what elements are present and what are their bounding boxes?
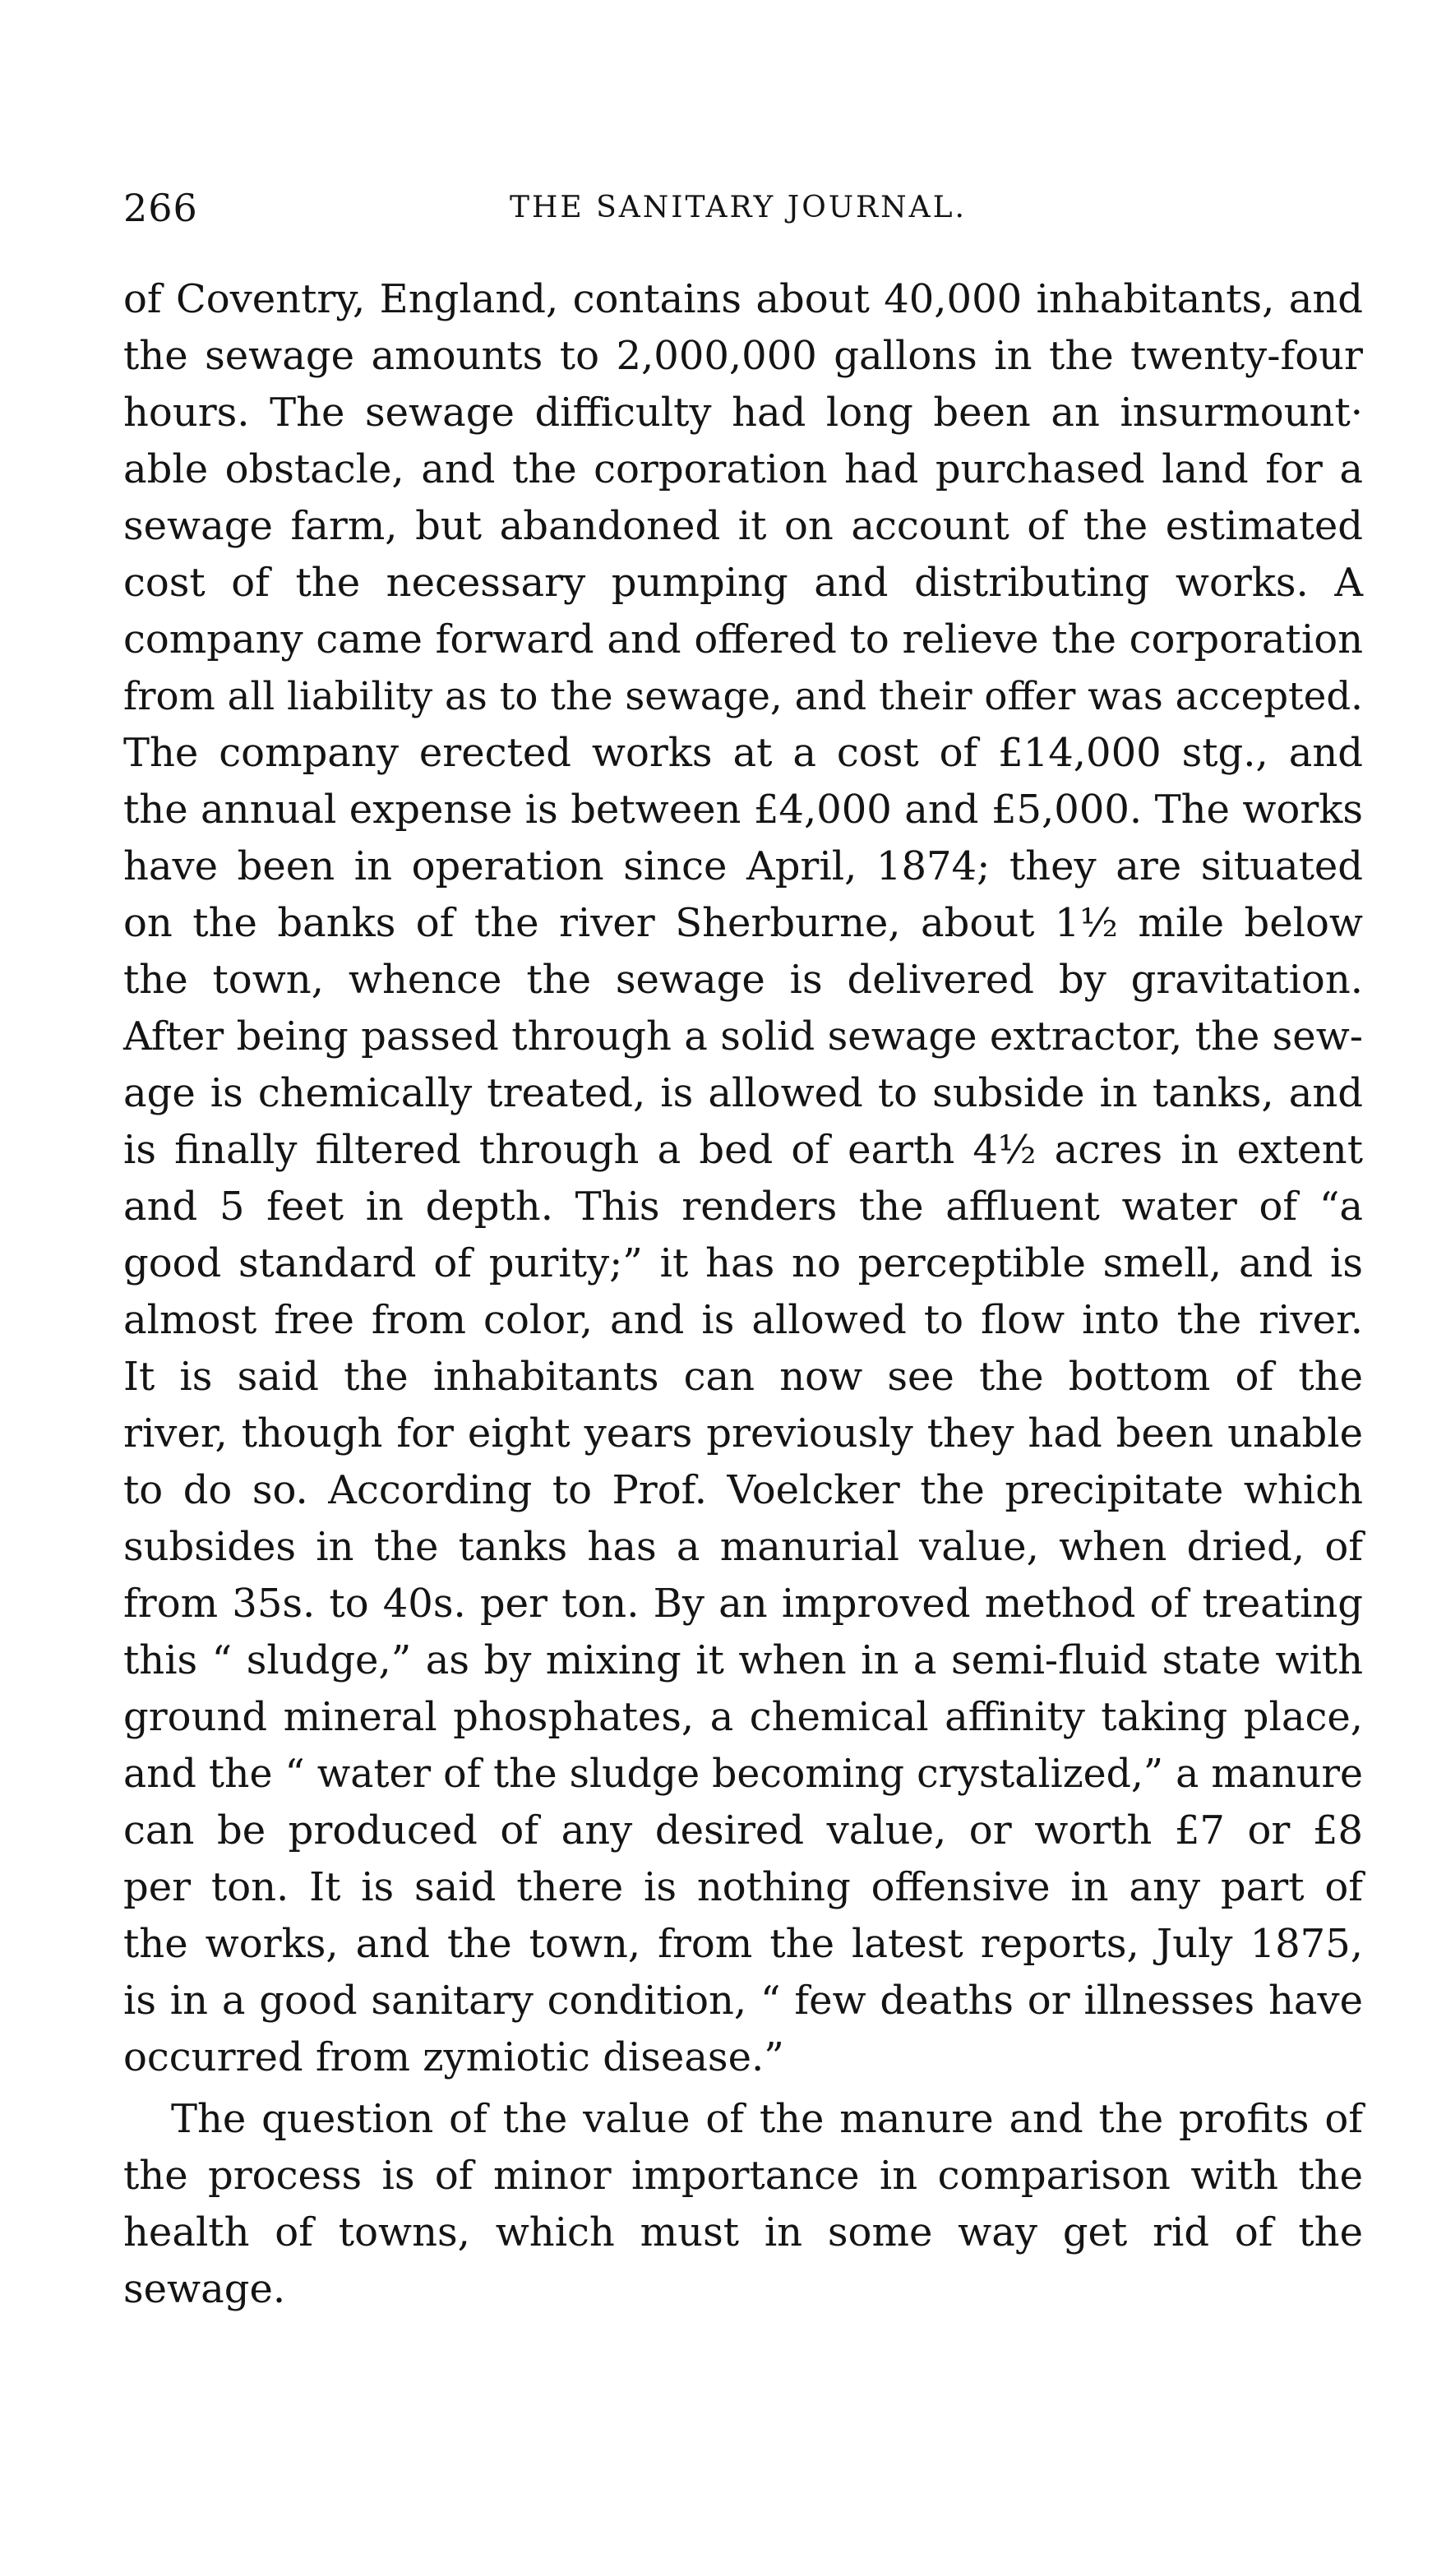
text-line: good standard of purity;” it has no perceptible smell, and is bbox=[123, 1240, 1363, 1286]
text-line: and the “ water of the sludge becoming crystalized,” a manure bbox=[123, 1752, 1363, 1797]
text-line: this “ sludge,” as by mixing it when in a semi-fluid state with bbox=[123, 1637, 1363, 1683]
text-line: from 35s. to 40s. per ton. By an improved method of treating bbox=[123, 1581, 1363, 1627]
running-head bbox=[123, 186, 1356, 235]
page-number: 266 bbox=[123, 186, 198, 230]
text-line: The question of the value of the manure and the profits of bbox=[171, 2096, 1363, 2142]
text-line: and 5 feet in depth. This renders the affluent water of “a bbox=[123, 1184, 1363, 1230]
text-line: the sewage amounts to 2,000,000 gallons in the twenty-four bbox=[123, 333, 1363, 379]
text-line: The company erected works at a cost of £14,000 stg., and bbox=[123, 730, 1363, 776]
text-line: able obstacle, and the corporation had purchased land for a bbox=[123, 446, 1363, 492]
text-line: is finally filtered through a bed of earth 4½ acres in extent bbox=[123, 1127, 1363, 1173]
text-line: health of towns, which must in some way get rid of the bbox=[123, 2209, 1363, 2255]
text-line: per ton. It is said there is nothing offensive in any part of bbox=[123, 1864, 1363, 1910]
text-line: have been in operation since April, 1874; they are situated bbox=[123, 843, 1363, 889]
text-line: the annual expense is between £4,000 and £5,000. The works bbox=[123, 787, 1363, 833]
journal-title: THE SANITARY JOURNAL. bbox=[510, 191, 967, 224]
text-line: It is said the inhabitants can now see the bottom of the bbox=[123, 1354, 1363, 1400]
text-line: the town, whence the sewage is delivered by gravitation. bbox=[123, 957, 1363, 1003]
text-line: hours. The sewage difficulty had long been an insurmount· bbox=[123, 390, 1363, 436]
text-line: is in a good sanitary condition, “ few deaths or illnesses have bbox=[123, 1978, 1363, 2024]
text-line: occurred from zymiotic disease.” bbox=[123, 2034, 784, 2080]
text-line: can be produced of any desired value, or worth £7 or £8 bbox=[123, 1807, 1363, 1854]
text-line: After being passed through a solid sewage extractor, the sew- bbox=[123, 1013, 1363, 1059]
text-line: ground mineral phosphates, a chemical affinity taking place, bbox=[123, 1694, 1363, 1740]
text-line: cost of the necessary pumping and distributing works. A bbox=[123, 560, 1363, 606]
text-line: from all liability as to the sewage, and their offer was accepted. bbox=[123, 674, 1363, 718]
text-line: almost free from color, and is allowed to flow into the river. bbox=[123, 1297, 1363, 1343]
text-line: age is chemically treated, is allowed to subside in tanks, and bbox=[123, 1070, 1363, 1116]
text-line: to do so. According to Prof. Voelcker the precipitate which bbox=[123, 1467, 1363, 1513]
paragraph-2 bbox=[123, 2091, 1363, 2318]
text-line: company came forward and offered to relieve the corporation bbox=[123, 616, 1363, 662]
paragraph-1 bbox=[123, 271, 1363, 2086]
body-text bbox=[123, 271, 1363, 2318]
text-line: of Coventry, England, contains about 40,000 inhabitants, and bbox=[123, 276, 1363, 322]
text-line: sewage farm, but abandoned it on account of the estimated bbox=[123, 503, 1363, 549]
text-line: sewage. bbox=[123, 2266, 286, 2312]
text-line: subsides in the tanks has a manurial value, when dried, of bbox=[123, 1524, 1363, 1570]
text-line: river, though for eight years previously they had been unable bbox=[123, 1410, 1363, 1457]
text-line: on the banks of the river Sherburne, about 1½ mile below bbox=[123, 900, 1363, 946]
text-line: the works, and the town, from the latest reports, July 1875, bbox=[123, 1921, 1363, 1967]
text-line: the process is of minor importance in comparison with the bbox=[123, 2153, 1363, 2199]
